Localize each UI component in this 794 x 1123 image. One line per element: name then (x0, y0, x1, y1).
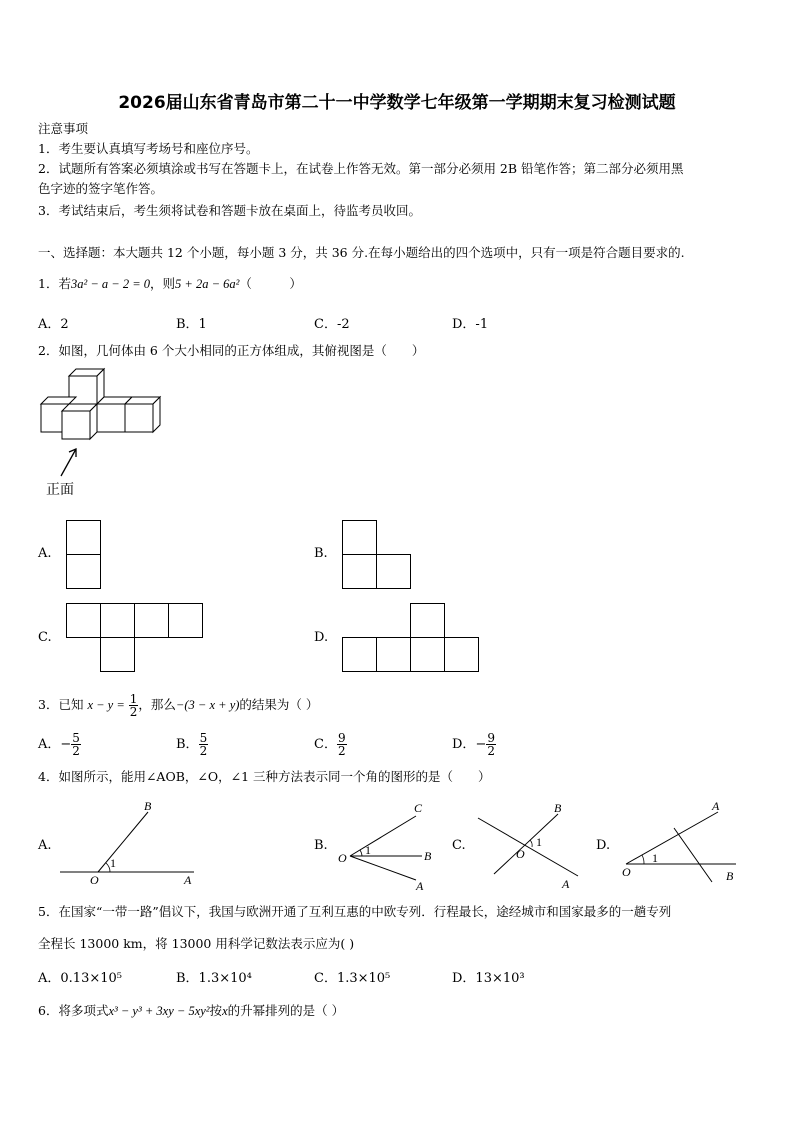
svg-text:1: 1 (652, 851, 658, 865)
svg-text:1: 1 (110, 856, 116, 870)
q3-suffix: 的结果为（ ） (239, 697, 319, 712)
q3-mid: ，那么 (138, 697, 176, 712)
q1-option-b[interactable]: B．1 (176, 317, 207, 332)
q5-option-b[interactable]: B．1.3×10⁴ (176, 971, 252, 986)
q6-mid: 按 (209, 1003, 223, 1018)
q3-condition-fraction: $\frac{1}{2}$ (129, 692, 138, 719)
front-view-arrow (58, 446, 82, 478)
question-3 (38, 692, 318, 718)
q2-option-a-label[interactable]: A. (38, 546, 52, 561)
q3-condition: x − y = (87, 698, 125, 712)
q2-option-c-label[interactable]: C. (38, 630, 52, 645)
svg-text:O: O (516, 847, 525, 861)
svg-text:C: C (414, 801, 423, 815)
q4-option-a-figure (60, 800, 200, 890)
svg-text:1: 1 (365, 843, 371, 857)
notice-item-2-cont: 色字迹的签字笔作答。 (38, 181, 164, 196)
q4-option-c-label[interactable]: C. (452, 838, 466, 853)
q3-option-a[interactable]: A．− $\frac{5}{2}$ (38, 731, 80, 758)
q3-expression: −(3 − x + y) (175, 698, 240, 712)
q4-option-d-figure (620, 800, 740, 892)
svg-text:O: O (338, 851, 347, 865)
question-5-cont: 全程长 13000 km，将 13000 用科学记数法表示应为( ) (38, 936, 355, 951)
svg-text:1: 1 (536, 835, 542, 849)
q1-option-c[interactable]: C．-2 (314, 317, 350, 332)
notice-item-3: 3．考试结束后，考生须将试卷和答题卡放在桌面上，待监考员收回。 (38, 203, 421, 218)
notice-item-2: 2．试题所有答案必须填涂或书写在答题卡上，在试卷上作答无效。第一部分必须用 2B 铅笔作答；第二部分必须用黑 (38, 161, 684, 176)
q1-suffix: （ ） (239, 276, 302, 291)
q4-option-d-label[interactable]: D. (596, 838, 611, 853)
q1-condition: 3a² − a − 2 = 0 (70, 277, 151, 291)
svg-text:B: B (726, 869, 734, 883)
question-1 (38, 276, 302, 292)
q1-mid: ，则 (150, 276, 176, 291)
notice-item-1: 1．考生要认真填写考场号和座位序号。 (38, 141, 259, 156)
q3-option-b[interactable]: B． $\frac{5}{2}$ (176, 731, 208, 758)
q4-option-a-label[interactable]: A. (38, 838, 52, 853)
svg-text:B: B (554, 801, 562, 815)
q1-prefix: 1．若 (38, 276, 71, 291)
q2-option-d-label[interactable]: D. (314, 630, 329, 645)
svg-text:A: A (416, 879, 424, 893)
question-4: 4．如图所示，能用∠AOB，∠O，∠1 三种方法表示同一个角的图形的是（ ） (38, 769, 491, 784)
q4-option-b-label[interactable]: B. (314, 838, 328, 853)
q1-expression: 5 + 2a − 6a² (175, 277, 240, 291)
notice-heading: 注意事项 (38, 121, 89, 136)
q1-option-a[interactable]: A．2 (38, 317, 69, 332)
q2-option-b-figure (342, 520, 412, 590)
q4-option-b-figure (336, 800, 446, 892)
svg-text:O: O (90, 873, 99, 887)
q2-option-a-figure (66, 520, 102, 590)
q5-option-c[interactable]: C．1.3×10⁵ (314, 971, 391, 986)
q1-option-d[interactable]: D．-1 (452, 317, 489, 332)
q2-option-b-label[interactable]: B. (314, 546, 328, 561)
section-heading: 一、选择题：本大题共 12 个小题，每小题 3 分，共 36 分.在每小题给出的四个选项中，只有一项是符合题目要求的. (38, 245, 685, 260)
q6-variable: x (222, 1004, 228, 1018)
front-label: 正面 (46, 482, 74, 498)
q3-option-c[interactable]: C． $\frac{9}{2}$ (314, 731, 346, 758)
svg-text:A: A (562, 877, 570, 891)
q3-prefix: 3．已知 (38, 697, 84, 712)
q3-option-d[interactable]: D．− $\frac{9}{2}$ (452, 731, 495, 758)
q6-expression: x³ − y³ + 3xy − 5xy² (108, 1004, 210, 1018)
q6-prefix: 6．将多项式 (38, 1003, 109, 1018)
question-5: 5．在国家“一带一路”倡议下，我国与欧洲开通了互利互惠的中欧专列．行程最长，途经城市和国家最多的一趟专列 (38, 904, 672, 919)
q5-option-a[interactable]: A．0.13×10⁵ (38, 971, 122, 986)
svg-text:O: O (622, 865, 631, 879)
question-6 (38, 1003, 344, 1019)
solid-figure (40, 368, 170, 448)
q2-option-c-figure (66, 603, 204, 673)
question-2: 2．如图，几何体由 6 个大小相同的正方体组成，其俯视图是（ ） (38, 343, 425, 358)
svg-text:B: B (424, 849, 432, 863)
q5-option-d[interactable]: D．13×10³ (452, 971, 525, 986)
svg-text:B: B (144, 799, 152, 813)
q2-option-d-figure (342, 603, 480, 673)
svg-text:A: A (712, 799, 720, 813)
page-title: 2026届山东省青岛市第二十一中学数学七年级第一学期期末复习检测试题 (118, 93, 676, 113)
q6-suffix: 的升幂排列的是（ ） (227, 1003, 345, 1018)
svg-text:A: A (184, 873, 192, 887)
q4-option-c-figure (474, 800, 584, 892)
